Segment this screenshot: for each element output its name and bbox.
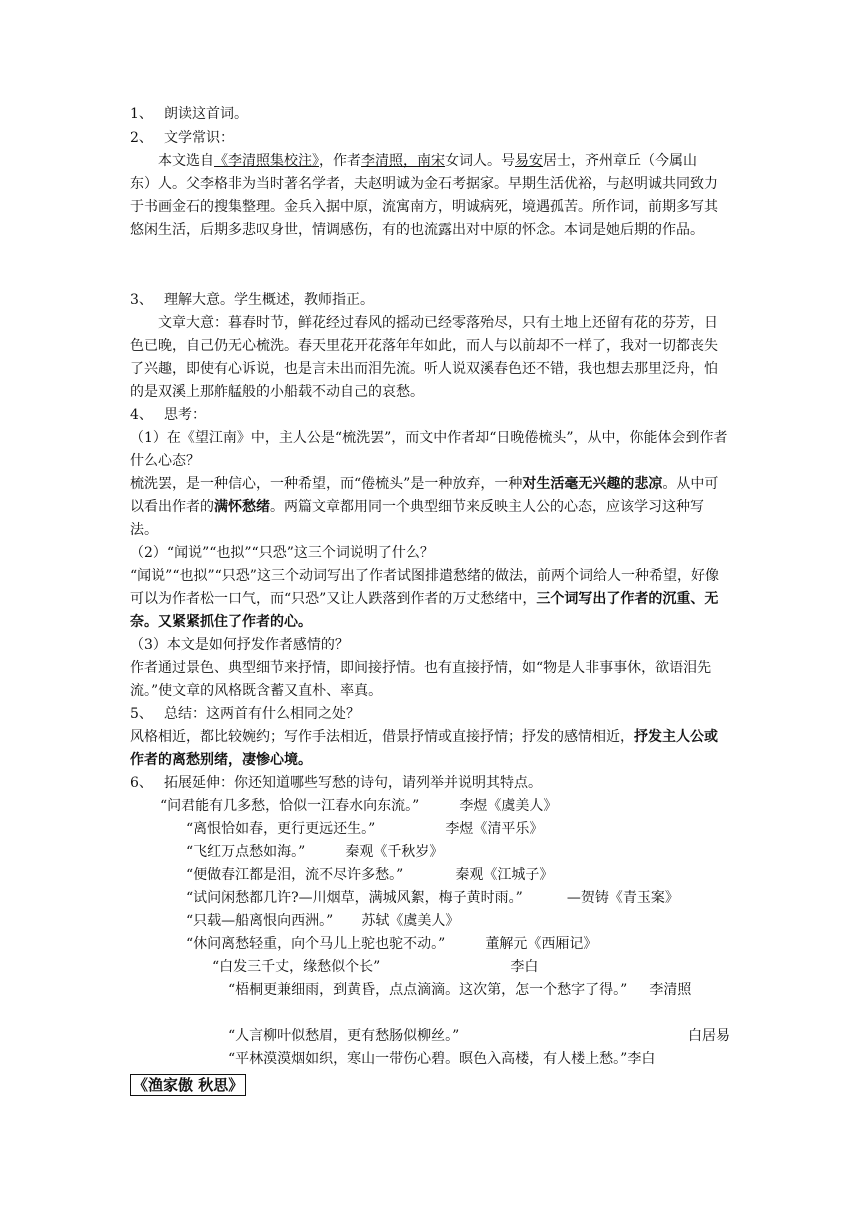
question-2: （2）“闻说”“也拟”“只恐”这三个词说明了什么？ — [130, 545, 434, 561]
quote-line: “飞红万点愁如海。” 秦观《千秋岁》 — [186, 841, 443, 864]
summary-text: 文章大意：暮春时节，鲜花经过春风的摇动已经零落殆尽，只有土地上还留有花的芬芳，日色已晚，自己仍无心梳洗。春天里花开花落年年如此，而人与以前却不一样了，我对一切都丧失了兴趣，即使有心诉说，也是言未出而泪先流。听人说双溪春色还不错，我也想去那里泛舟，怕的是双溪上那舴艋般的小船载不动自己的哀愁。 — [130, 315, 718, 400]
quote-line: “梧桐更兼细雨，到黄昏，点点滴滴。这次第，怎一个愁字了得。” 李清照 — [228, 982, 692, 998]
quote-author: —贺铸《青玉案》 — [566, 890, 679, 906]
question-1: （1）在《望江南》中，主人公是“梳洗罢”，而文中作者却“日晚倦梳头”，从中，你能体会到作者什么心态？ — [130, 430, 728, 469]
section-3-body — [130, 312, 730, 404]
answer-2: “闻说”“也拟”“只恐”这三个动词写出了作者试图排遣愁绪的做法，前两个词给人一种希望，好像可以为作者松一口气，而“只恐”又让人跌落到作者的万丈愁绪中，三个词写出了作者的沉重、无奈。又紧紧抓住了作者的心。 — [130, 568, 719, 630]
summary-answer: 风格相近，都比较婉约；写作手法相近，借景抒情或直接抒情；抒发的感情相近，抒发主人公或作者的离愁别绪，凄惨心境。 — [130, 729, 718, 768]
quote-author: 李白 — [510, 959, 539, 975]
section-4-body — [130, 427, 730, 703]
quote-author: 李煜《虞美人》 — [459, 798, 558, 814]
section-2-heading: 2、 文学常识： — [130, 130, 234, 146]
section-4-heading: 4、 思考： — [130, 407, 206, 423]
quote-line: “人言柳叶似愁眉，更有愁肠似柳丝。” 白居易 — [228, 1025, 730, 1048]
hao-underlined: 易安 — [515, 153, 543, 169]
quote-author: 董解元《西厢记》 — [485, 936, 598, 952]
quote-line: “便做春江都是泪，流不尽许多愁。” 秦观《江城子》 — [186, 864, 553, 887]
quote-author: 秦观《江城子》 — [455, 867, 554, 883]
quote-line: “只载—船离恨向西洲。” 苏轼《虞美人》 — [186, 910, 459, 933]
quote-author: 李煜《清平乐》 — [445, 821, 544, 837]
quote-line: “白发三千丈，缘愁似个长” 李白 — [212, 956, 538, 979]
book-title-underlined: 《李清照集校注》 — [214, 153, 319, 169]
quote-line: “休问离愁轻重，向个马儿上驼也驼不动。” 董解元《西厢记》 — [186, 933, 597, 956]
quote-line: “离恨恰如春，更行更远还生。” 李煜《清平乐》 — [186, 818, 543, 841]
quote-line: “问君能有几多愁，恰似一江春水向东流。” 李煜《虞美人》 — [160, 795, 557, 818]
quote-author: 李清照 — [649, 982, 692, 998]
quote-author: 李白 — [627, 1051, 656, 1067]
literary-intro: 本文选自《李清照集校注》，作者李清照，南宋女词人。号易安居士，齐州章丘（今属山 — [158, 153, 697, 169]
quote-author: 秦观《千秋岁》 — [345, 844, 444, 860]
question-3: （3）本文是如何抒发作者感情的？ — [130, 637, 349, 653]
answer-3: 作者通过景色、典型细节来抒情，即间接抒情。也有直接抒情，如“物是人非事事休，欲语泪先流。”使文章的风格既含蓄又直朴、率真。 — [130, 660, 712, 699]
literary-bio: 东）人。父李格非为当时著名学者，夫赵明诚为金石考据家。早期生活优裕，与赵明诚共同致力于书画金石的搜集整理。金兵入据中原，流寓南方，明诚病死，境遇孤苦。所作词，前期多写其悠闲生活，后期多悲叹身世，情调感伤，有的也流露出对中原的怀念。本词是她后期的作品。 — [130, 176, 718, 238]
section-3-heading: 3、 理解大意。学生概述，教师指正。 — [130, 292, 374, 308]
section-5-heading: 5、 总结：这两首有什么相同之处？ — [130, 706, 360, 722]
quote-line: “试问闲愁都几许?—川烟草，满城风絮，梅子黄时雨。” —贺铸《青玉案》 — [186, 887, 679, 910]
section-5-body — [130, 726, 730, 772]
section-1-heading: 1、 朗读这首词。 — [130, 106, 248, 122]
section-2-body — [130, 150, 730, 242]
next-lesson-title: 《渔家傲 秋思》 — [130, 1074, 246, 1096]
section-6-heading: 6、 拓展延伸：你还知道哪些写愁的诗句，请列举并说明其特点。 — [130, 775, 542, 791]
quote-line: “平林漠漠烟如织，寒山一带伤心碧。暝色入高楼，有人楼上愁。”李白 — [228, 1048, 655, 1071]
author-underlined: 李清照，南宋 — [361, 153, 445, 169]
answer-1: 梳洗罢，是一种信心，一种希望，而“倦梳头”是一种放弃，一种对生活毫无兴趣的悲凉。从中可以看出作者的满怀愁绪。两篇文章都用同一个典型细节来反映主人公的心态，应该学习这种写法。 — [130, 476, 719, 538]
quote-author: 苏轼《虞美人》 — [361, 913, 460, 929]
quote-author: 白居易 — [688, 1028, 730, 1044]
